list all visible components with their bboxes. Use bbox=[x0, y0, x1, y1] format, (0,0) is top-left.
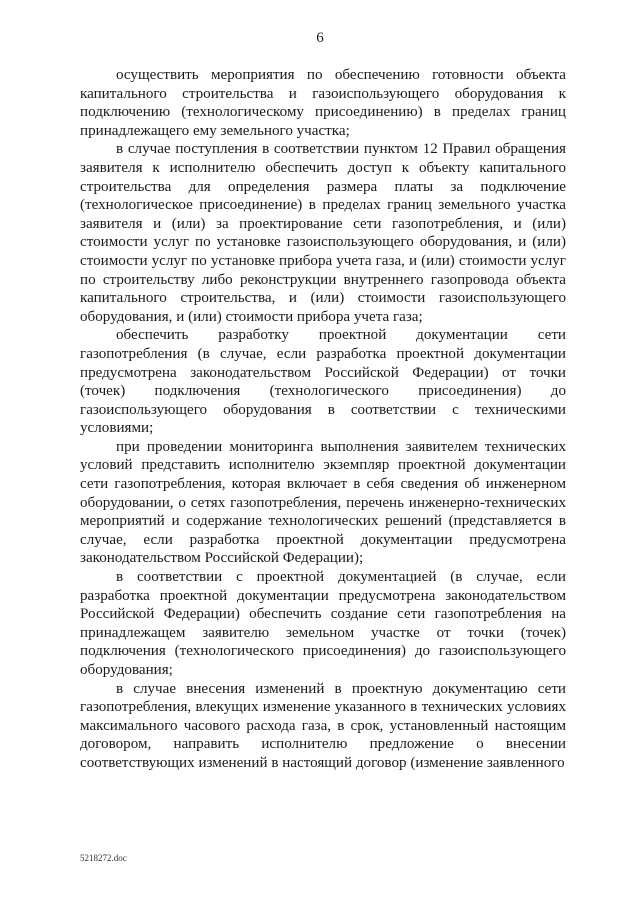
document-file-code: 5218272.doc bbox=[80, 853, 127, 863]
paragraph: обеспечить разработку проектной документации сети газопотребления (в случае, если разработка проектной документации предусмотрена законодательством Российской Федерации) от точки (точек) подключения (технологического присоединения) до газоиспользующего оборудования в соответствии с техническими условиями; bbox=[80, 327, 566, 437]
paragraph: в случае поступления в соответствии пунктом 12 Правил обращения заявителя к исполнителю обеспечить доступ к объекту капитального строительства для определения размера платы за подключение (технологическое присоединение) в пределах границ земельного участка заявителя и (или) за проектирование сети газопотребления, и (или) стоимости услуг по установке газоиспользующего оборудования, и (или) стоимости услуг по установке прибора учета газа, и (или) стоимости услуг по строительству либо реконструкции внутреннего газопровода объекта капитального строительства, и (или) стоимости газоиспользующего оборудования, и (или) стоимости прибора учета газа; bbox=[80, 141, 566, 325]
paragraph: при проведении мониторинга выполнения заявителем технических условий представить исполнителю экземпляр проектной документации сети газопотребления, которая включает в себя сведения об инженерном оборудовании, о сетях газопотребления, перечень инженерно-технических мероприятий и содержание технологических решений (представляется в случае, если разработка проектной документации предусмотрена законодательством Российской Федерации); bbox=[80, 438, 566, 567]
document-body bbox=[80, 66, 566, 773]
paragraph: в соответствии с проектной документацией (в случае, если разработка проектной документации предусмотрена законодательством Российской Федерации) обеспечить создание сети газопотребления на принадлежащем заявителю земельном участке от точки (точек) подключения (технологического присоединения) до газоиспользующего оборудования; bbox=[80, 569, 566, 678]
paragraph: осуществить мероприятия по обеспечению готовности объекта капитального строительства и газоиспользующего оборудования к подключению (технологическому присоединению) в пределах границ принадлежащего ему земельного участка; bbox=[80, 67, 566, 139]
paragraph-continued: в случае внесения изменений в проектную документацию сети газопотребления, влекущих изменение указанного в технических условиях максимального часового расхода газа, в срок, установленный настоящим договором, направить исполнителю предложение о внесении соответствующих изменений в настоящий договор (изменение заявленного bbox=[80, 680, 566, 771]
page-number: 6 bbox=[316, 30, 324, 46]
